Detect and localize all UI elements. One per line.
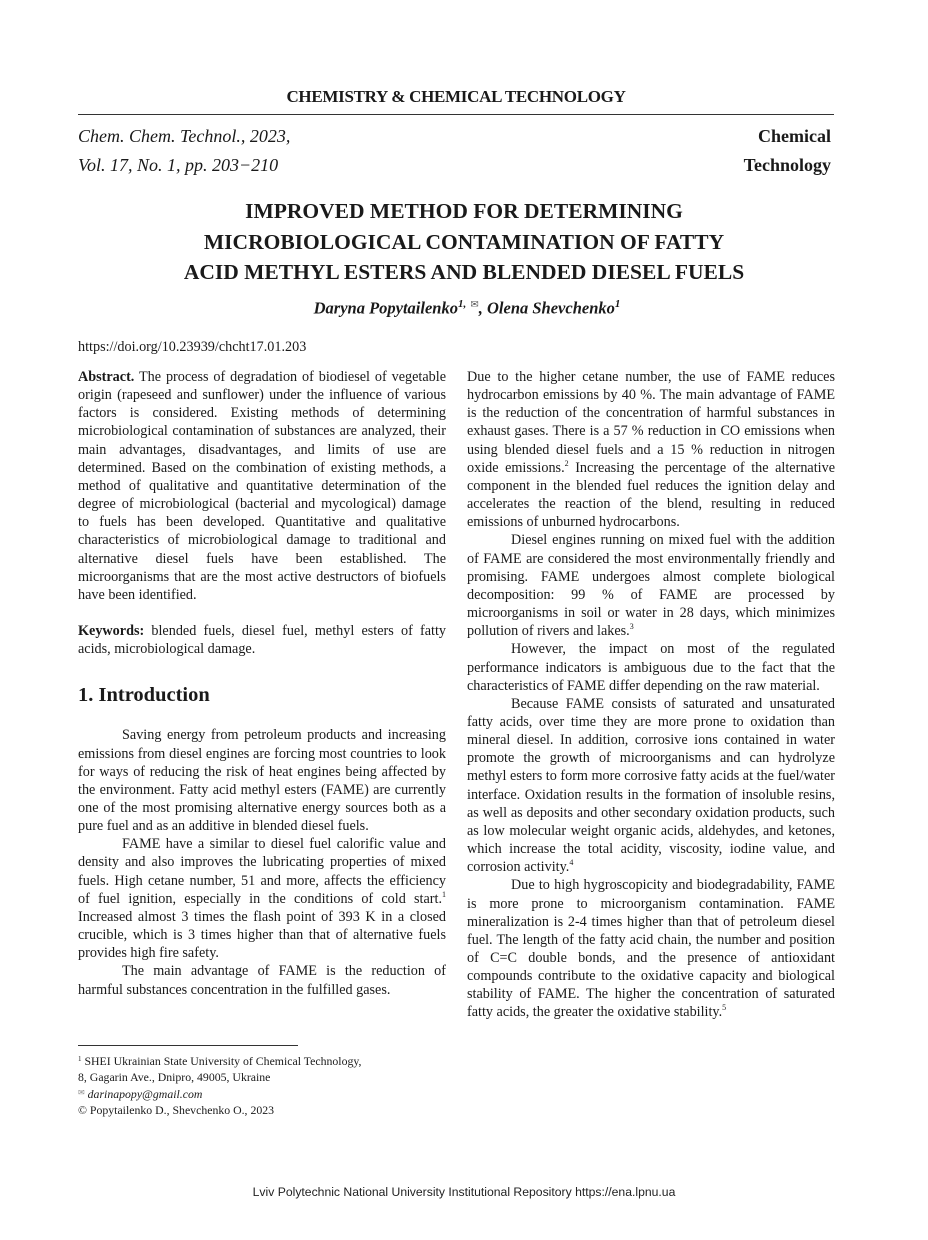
paragraph-text: FAME have a similar to diesel fuel calorific value and density and also improves the lubricating properties of mixed fuels. High cetane number, 51 and more, affects the efficiency of fuel ignition, especially in the conditions of cold start. (78, 836, 446, 907)
envelope-icon: ✉ (470, 299, 479, 311)
journal-citation-line1: Chem. Chem. Technol., 2023, (78, 126, 291, 146)
paragraph: Saving energy from petroleum products and increasing emissions from diesel engines are forcing most countries to look for ways of reducing the risk of heat engines being affected by the environment. Fatty acid methyl esters (FAME) are currently one of the most promising alternative energy sources both as a pure fuel and as an additive in blended diesel fuels. (78, 727, 446, 835)
reference-mark[interactable]: 1 (442, 889, 446, 899)
article-title (130, 196, 798, 288)
author-affiliation-mark: 1, (457, 298, 467, 310)
paragraph (467, 876, 835, 1021)
footnotes (78, 1054, 361, 1118)
paragraph-text: Because FAME consists of saturated and unsaturated fatty acids, over time they are more prone to oxidation than mineral diesel. In addition, corrosive ions contained in water promote the growth of microorganisms and can hydrolyze methyl esters to form more corrosive fatty acids at the fuel/water interface. Oxidation results in the formation of insoluble resins, as well as deposits and other secondary oxidation products, such as low molecular weight organic acids, aldehydes, and ketones, which increase the total acidity, viscosity, iodine value, and corrosion activity. (467, 695, 835, 876)
paragraph-text: Increasing the percentage of the alternative component in the blended fuel reduces the ignition delay and accelerates the reaction of the blend, resulting in reduced emissions of unburned hydrocarbons. (467, 459, 835, 531)
left-column (78, 368, 446, 999)
email-link[interactable]: darinapopy@gmail.com (87, 1087, 203, 1102)
reference-mark[interactable]: 4 (569, 858, 574, 868)
title-line: ACID METHYL ESTERS AND BLENDED DIESEL FUELS (183, 260, 745, 284)
reference-mark[interactable]: 5 (722, 1003, 727, 1013)
paragraph (467, 531, 835, 640)
repository-footer: Lviv Polytechnic National University Institutional Repository https://ena.lpnu.ua (252, 1185, 676, 1199)
paragraph (467, 695, 835, 877)
title-line: MICROBIOLOGICAL CONTAMINATION OF FATTY (203, 229, 725, 254)
title-line: IMPROVED METHOD FOR DETERMINING (245, 199, 683, 223)
envelope-icon: ✉ (78, 1088, 85, 1098)
reference-mark[interactable]: 3 (629, 622, 634, 632)
copyright: © Popytailenko D., Shevchenko O., 2023 (78, 1102, 275, 1117)
header-rule (78, 114, 834, 115)
affiliation-text: SHEI Ukrainian State University of Chemical Technology, (81, 1054, 362, 1068)
author-list (78, 298, 856, 319)
keywords-label: Keywords: (78, 623, 145, 640)
footnote-divider (78, 1045, 298, 1046)
author-affiliation-mark: 1 (614, 298, 621, 310)
abstract (78, 368, 446, 604)
author-name: Daryna Popytailenko (313, 298, 458, 318)
paragraph-text: Diesel engines running on mixed fuel with the addition of FAME are considered the most environmentally friendly and promising. FAME undergoes almost complete biological decomposition: 99 % of FAME are processed by microorganisms in soil or water in 28 days, which minimizes pollution of rivers and lakes. (467, 532, 835, 640)
paragraph-text: Increased almost 3 times the flash point of 393 K in a closed crucible, which is 3 times higher than that of alternative fuels provides high fire safety. (78, 908, 446, 962)
affiliation-mark: 1 (78, 1055, 82, 1063)
author-separator: , (478, 298, 487, 318)
paragraph (78, 835, 446, 962)
paragraph: The main advantage of FAME is the reduction of harmful substances concentration in the fulfilled gases. (78, 963, 446, 998)
reference-mark[interactable]: 2 (564, 458, 569, 468)
paragraph-text: Due to the higher cetane number, the use of FAME reduces hydrocarbon emissions by 40 %. The main advantage of FAME is the reduction of the concentration of harmful substances in exhaust gases. There is a 57 % reduction in CO emissions when using blended diesel fuels and a 15 % reduction in nitrogen oxide emissions. (467, 369, 835, 476)
journal-citation-line2: Vol. 17, No. 1, pp. 203−210 (78, 155, 279, 175)
section-label-line2: Technology (743, 155, 831, 175)
paragraph (467, 368, 835, 531)
journal-header: CHEMISTRY & CHEMICAL TECHNOLOGY (286, 87, 626, 106)
email-line (78, 1085, 361, 1103)
paragraph-text: Due to high hygroscopicity and biodegradability, FAME is more prone to microorganism contamination. FAME mineralization is 2-4 times higher than that of petroleum diesel fuel. The length of the fatty acid chain, the number and position of C=C double bonds, and the presence of antioxidant compounds contribute to the oxidative capacity and biological stability of FAME. The higher the concentration of saturated fatty acids, the greater the oxidative stability. (467, 877, 835, 1021)
doi-link[interactable]: https://doi.org/10.23939/chcht17.01.203 (78, 339, 307, 355)
section-heading-introduction: 1. Introduction (78, 684, 210, 707)
abstract-text: The process of degradation of biodiesel of vegetable origin (rapeseed and sunflower) under the influence of various factors is considered. Existing methods of determining microbiological contamination of substances are analyzed, their main advantages, disadvantages, and limits of use are determined. Based on the combination of existing methods, a method of qualitative and quantitative determination of the degree of microbiological (bacterial and mycological) damage to fuels has been developed. Quantitative and qualitative characteristics of microbiological damage to traditional and alternative diesel fuels have been established. The microorganisms that are the most active destructors of biofuels have been identified. (78, 369, 446, 603)
affiliation-line1 (78, 1054, 361, 1070)
section-label-line1: Chemical (758, 126, 831, 146)
abstract-label: Abstract. (78, 369, 135, 385)
keywords (78, 622, 446, 658)
right-column (467, 368, 835, 1022)
paragraph: However, the impact on most of the regulated performance indicators is ambiguous due to the fact that the characteristics of FAME differ depending on the raw material. (467, 641, 835, 694)
affiliation-line2: 8, Gagarin Ave., Dnipro, 49005, Ukraine (78, 1069, 271, 1084)
author-name: Olena Shevchenko (487, 298, 615, 318)
keywords-text: blended fuels, diesel fuel, methyl esters of fatty acids, microbiological damage. (78, 623, 446, 658)
